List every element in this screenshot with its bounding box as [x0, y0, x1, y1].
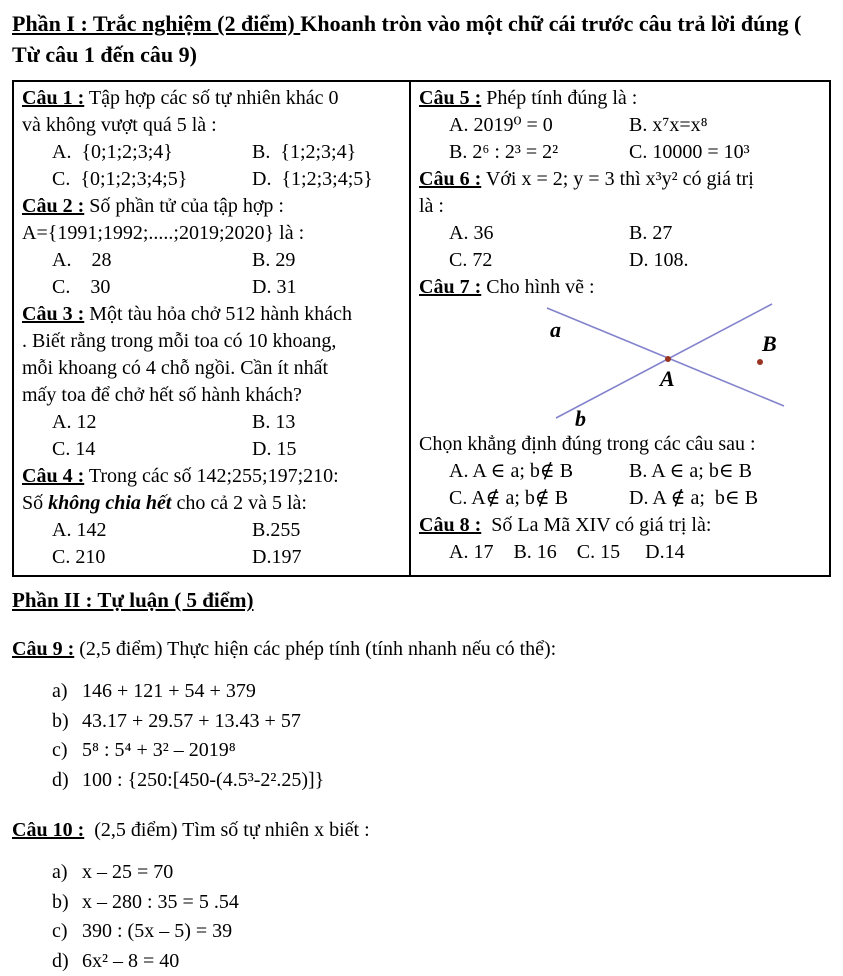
item-expression: 100 : {250:[450-(4.5³-2².25)]}: [82, 766, 324, 796]
list-item: [52, 947, 835, 976]
option: C. 72: [449, 247, 629, 274]
item-letter: d): [52, 766, 82, 796]
list-item: [52, 917, 835, 947]
option: A. 2019⁰ = 0: [449, 112, 629, 139]
quiz-table: [12, 80, 831, 577]
options-row: [419, 247, 825, 274]
option: D. {1;2;3;4;5}: [252, 166, 373, 193]
question-text: Câu 5 : Phép tính đúng là :: [419, 85, 825, 112]
options-row: [22, 409, 405, 436]
option: C. 14: [52, 436, 252, 463]
question-label: Câu 7 :: [419, 276, 481, 298]
question-9-heading: Câu 9 : (2,5 điểm) Thực hiện các phép tính (tính nhanh nếu có thể):: [12, 635, 835, 663]
label-point-B: B: [761, 331, 777, 356]
question-5: [419, 85, 825, 166]
question-text: mỗi khoang có 4 chỗ ngồi. Cần ít nhất: [22, 355, 405, 382]
point-B: [757, 359, 763, 365]
item-letter: c): [52, 736, 82, 766]
item-letter: a): [52, 677, 82, 707]
question-4: [22, 463, 405, 571]
option: B. {1;2;3;4}: [252, 139, 356, 166]
options-row: [22, 544, 405, 571]
question-9-items: [52, 677, 835, 795]
question-text: Câu 6 : Với x = 2; y = 3 thì x³y² có giá trị: [419, 166, 825, 193]
question-label: Câu 1 :: [22, 87, 84, 109]
options-row: [419, 485, 825, 512]
options-row: [419, 220, 825, 247]
question-label: Câu 9 :: [12, 638, 74, 660]
part1-title: Phần I : Trắc nghiệm (2 điểm): [12, 11, 300, 36]
options-row: [22, 517, 405, 544]
option: C. 210: [52, 544, 252, 571]
question-1: [22, 85, 405, 193]
item-expression: 5⁸ : 5⁴ + 3² – 2019⁸: [82, 736, 236, 766]
item-expression: 146 + 121 + 54 + 379: [82, 677, 256, 707]
question-text: mấy toa để chở hết số hành khách?: [22, 382, 405, 409]
label-line-a: a: [550, 317, 561, 342]
emphasized-text: không chia hết: [48, 492, 171, 514]
option: B. 29: [252, 247, 295, 274]
option: B. 27: [629, 220, 672, 247]
list-item: [52, 766, 835, 796]
question-text: Câu 3 : Một tàu hỏa chở 512 hành khách: [22, 301, 405, 328]
line-b: [556, 304, 772, 418]
label-line-b: b: [575, 406, 586, 431]
question-text: Câu 8 : Số La Mã XIV có giá trị là:: [419, 512, 825, 539]
option: D. 31: [252, 274, 296, 301]
question-label: Câu 4 :: [22, 465, 84, 487]
question-10-heading: Câu 10 : (2,5 điểm) Tìm số tự nhiên x biết :: [12, 816, 835, 844]
question-10-items: [52, 858, 835, 976]
part1-instruction: Khoanh tròn vào một chữ cái trước câu trả lời đúng ( Từ câu 1 đến câu 9): [12, 11, 807, 67]
item-letter: a): [52, 858, 82, 888]
item-letter: b): [52, 888, 82, 918]
item-letter: c): [52, 917, 82, 947]
question-text: Câu 4 : Trong các số 142;255;197;210:: [22, 463, 405, 490]
question-3: [22, 301, 405, 463]
question-text: là :: [419, 193, 825, 220]
question-label: Câu 6 :: [419, 168, 481, 190]
option: B. x⁷x=x⁸: [629, 112, 708, 139]
question-label: Câu 2 :: [22, 195, 84, 217]
option: C. A∉ a; b∉ B: [449, 485, 629, 512]
option: B. A ∈ a; b∈ B: [629, 458, 752, 485]
part1-heading: [12, 8, 832, 70]
option: B. 2⁶ : 2³ = 2²: [449, 139, 629, 166]
option: A. 142: [52, 517, 252, 544]
part2-heading: Phần II : Tự luận ( 5 điểm): [12, 586, 254, 614]
option: D. 108.: [629, 247, 688, 274]
option: C. {0;1;2;3;4;5}: [52, 166, 252, 193]
option: C. 30: [52, 274, 252, 301]
question-text: Câu 7 : Cho hình vẽ :: [419, 274, 825, 301]
question-8: [419, 512, 825, 566]
list-item: [52, 888, 835, 918]
option: B.255: [252, 517, 300, 544]
question-6: [419, 166, 825, 274]
options-row: [419, 139, 825, 166]
options-row: [419, 112, 825, 139]
option: D. A ∉ a; b∈ B: [629, 485, 758, 512]
option: A. 36: [449, 220, 629, 247]
option: A. 17 B. 16 C. 15 D.14: [449, 539, 685, 566]
options-row: [22, 166, 405, 193]
question-text: Chọn khẳng định đúng trong các câu sau :: [419, 431, 825, 458]
question-7: [419, 274, 825, 512]
options-row: [419, 539, 825, 566]
item-expression: 390 : (5x – 5) = 39: [82, 917, 232, 947]
list-item: [52, 677, 835, 707]
question-label: Câu 8 :: [419, 514, 481, 536]
item-expression: x – 25 = 70: [82, 858, 173, 888]
list-item: [52, 736, 835, 766]
quiz-column-right: [411, 82, 829, 575]
geometry-figure: [419, 301, 825, 431]
item-expression: 6x² – 8 = 40: [82, 947, 179, 976]
question-label: Câu 10 :: [12, 819, 84, 841]
options-row: [22, 274, 405, 301]
question-text: . Biết rằng trong mỗi toa có 10 khoang,: [22, 328, 405, 355]
option: D.197: [252, 544, 301, 571]
point-A: [665, 356, 671, 362]
option: C. 10000 = 10³: [629, 139, 750, 166]
item-expression: x – 280 : 35 = 5 .54: [82, 888, 239, 918]
option: B. 13: [252, 409, 295, 436]
option: A. 28: [52, 247, 252, 274]
option: A. {0;1;2;3;4}: [52, 139, 252, 166]
line-a: [547, 308, 784, 406]
option: D. 15: [252, 436, 296, 463]
item-expression: 43.17 + 29.57 + 13.43 + 57: [82, 707, 301, 737]
question-label: Câu 3 :: [22, 303, 84, 325]
options-row: [22, 247, 405, 274]
options-row: [22, 436, 405, 463]
label-point-A: A: [658, 366, 675, 391]
question-text: và không vượt quá 5 là :: [22, 112, 405, 139]
question-text: Câu 1 : Tập hợp các số tự nhiên khác 0: [22, 85, 405, 112]
options-row: [22, 139, 405, 166]
options-row: [419, 458, 825, 485]
question-label: Câu 5 :: [419, 87, 481, 109]
quiz-column-left: [14, 82, 411, 575]
item-letter: d): [52, 947, 82, 976]
list-item: [52, 858, 835, 888]
option: A. A ∈ a; b∉ B: [449, 458, 629, 485]
list-item: [52, 707, 835, 737]
question-text: Câu 2 : Số phần tử của tập hợp :: [22, 193, 405, 220]
option: A. 12: [52, 409, 252, 436]
question-text: Số không chia hết cho cả 2 và 5 là:: [22, 490, 405, 517]
item-letter: b): [52, 707, 82, 737]
question-2: [22, 193, 405, 301]
question-text: A={1991;1992;.....;2019;2020} là :: [22, 220, 405, 247]
